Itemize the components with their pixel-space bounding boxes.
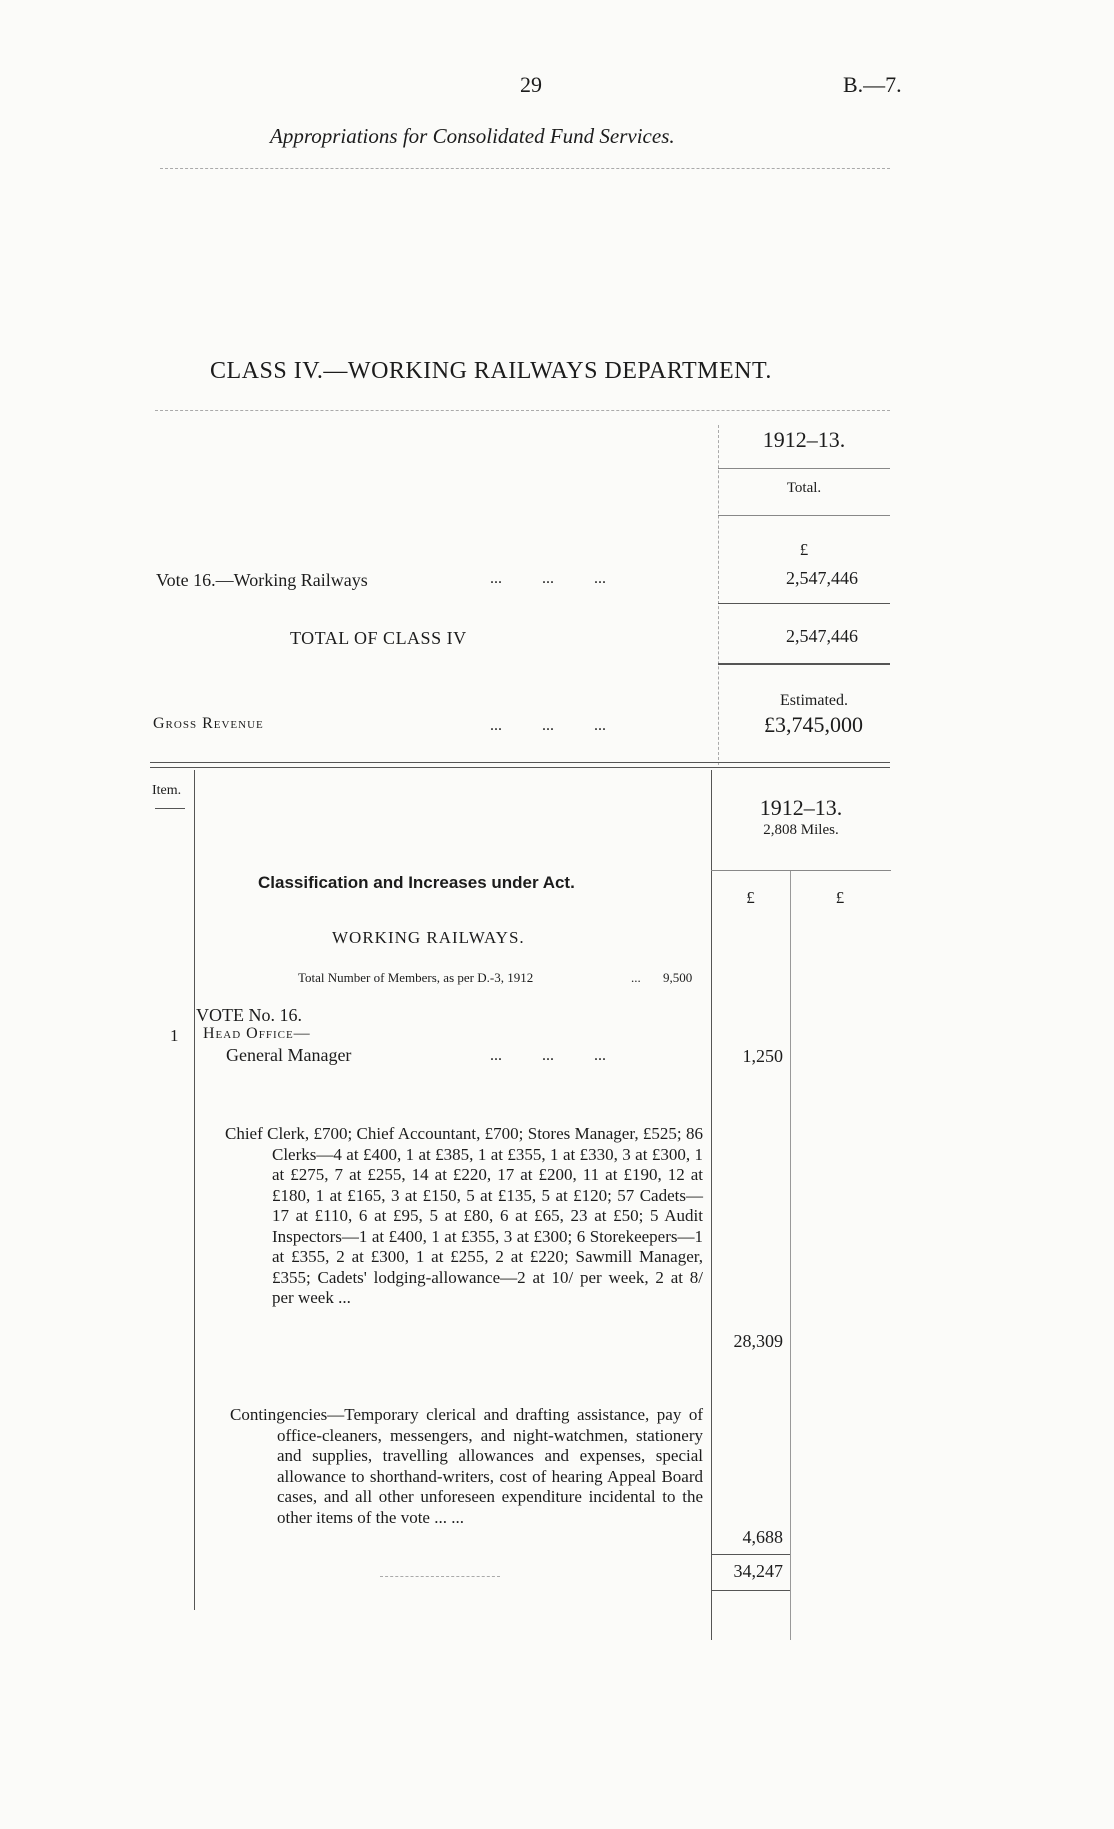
classification-heading: Classification and Increases under Act. [258, 873, 575, 892]
members-label: Total Number of Members, as per D.-3, 1912 [298, 970, 534, 985]
item-column-rule [194, 770, 195, 1610]
members-dots: ... [631, 970, 641, 985]
subtotal-dashed-rule [380, 1576, 500, 1577]
amount-currency-header: £ [746, 888, 755, 907]
class-heading-rule [155, 410, 890, 411]
class-heading: CLASS IV.—WORKING RAILWAYS DEPARTMENT. [210, 358, 772, 384]
vote-16-rule [718, 603, 890, 604]
total-currency-header: £ [835, 888, 845, 907]
subtotal-rule-bottom [711, 1590, 790, 1591]
summary-total-header: Total. [786, 480, 822, 496]
detail-top-rule-2 [150, 767, 890, 768]
detail-year-header: 1912–13. [759, 795, 843, 820]
subtotal-rule-top [711, 1554, 790, 1555]
total-column-rule [790, 870, 791, 1640]
header-rule [160, 168, 890, 169]
item-column-header: Item. [152, 783, 182, 798]
general-manager-label: General Manager [226, 1045, 352, 1065]
summary-year-rule [718, 468, 890, 469]
vote-16-amount: 2,547,446 [786, 568, 858, 588]
section-title: WORKING RAILWAYS. [332, 928, 525, 947]
estimated-label: Estimated. [780, 692, 848, 709]
head-office-label: Head Office— [203, 1025, 311, 1042]
summary-year-header: 1912–13. [762, 427, 846, 452]
vote-16-dots: ... ... ... [490, 570, 606, 587]
contingencies-text: Contingencies—Temporary clerical and drafting assistance, pay of office-cleaners, messengers, and night-watchmen, stationery and supplies, travelling allowances and expenses, special allowance to shorthand-writers, cost of hearing Appeal Board cases, and all other unforeseen expenditure incidental to the other items of the vote ... ... [230, 1405, 703, 1527]
class-total-rule [718, 663, 890, 665]
item-number: 1 [170, 1026, 179, 1045]
vote-16-label: Vote 16.—Working Railways [156, 570, 368, 590]
page-number: 29 [520, 72, 542, 97]
summary-currency: £ [799, 540, 809, 559]
general-manager-dots: ... ... ... [490, 1047, 606, 1064]
class-total-amount: 2,547,446 [786, 626, 858, 646]
gross-revenue-label: Gross Revenue [153, 715, 264, 732]
class-total-label: TOTAL OF CLASS IV [290, 628, 467, 648]
item-header-underline [155, 808, 185, 809]
contingencies-paragraph [230, 1405, 703, 1528]
vote-number: VOTE No. 16. [196, 1005, 302, 1025]
detail-top-rule-1 [150, 762, 890, 763]
parliamentary-paper-number: B.—7. [843, 72, 902, 97]
staff-classification-paragraph [225, 1124, 703, 1309]
gross-revenue-amount: £3,745,000 [764, 712, 863, 737]
subtotal-amount: 34,247 [733, 1561, 783, 1581]
page-subtitle: Appropriations for Consolidated Fund Services. [270, 124, 675, 148]
summary-total-rule [718, 515, 890, 516]
detail-miles: 2,808 Miles. [763, 822, 839, 838]
staff-classification-text: Chief Clerk, £700; Chief Accountant, £700; Stores Manager, £525; 86 Clerks—4 at £400, 1 at £385, 1 at £355, 1 at £330, 3 at £300, 1 at £275, 7 at £255, 14 at £220, 17 at £200, 11 at £190, 12 at £180, 1 at £165, 3 at £150, 5 at £135, 5 at £120; 57 Cadets—17 at £110, 6 at £95, 5 at £80, 6 at £65, 23 at £50; 5 Audit Inspectors—1 at £400, 1 at £355, 3 at £300; 6 Storekeepers—1 at £355, 2 at £300, 1 at £255, 2 at £220; Sawmill Manager, £355; Cadets' lodging-allowance—2 at 10/ per week, 2 at 8/ per week ... [225, 1124, 703, 1307]
staff-amount: 28,309 [733, 1331, 783, 1351]
members-count: 9,500 [663, 970, 693, 985]
contingencies-amount: 4,688 [742, 1527, 783, 1547]
gross-revenue-dots: ... ... ... [490, 717, 606, 734]
year-header-rule [711, 870, 891, 871]
general-manager-amount: 1,250 [742, 1046, 783, 1066]
